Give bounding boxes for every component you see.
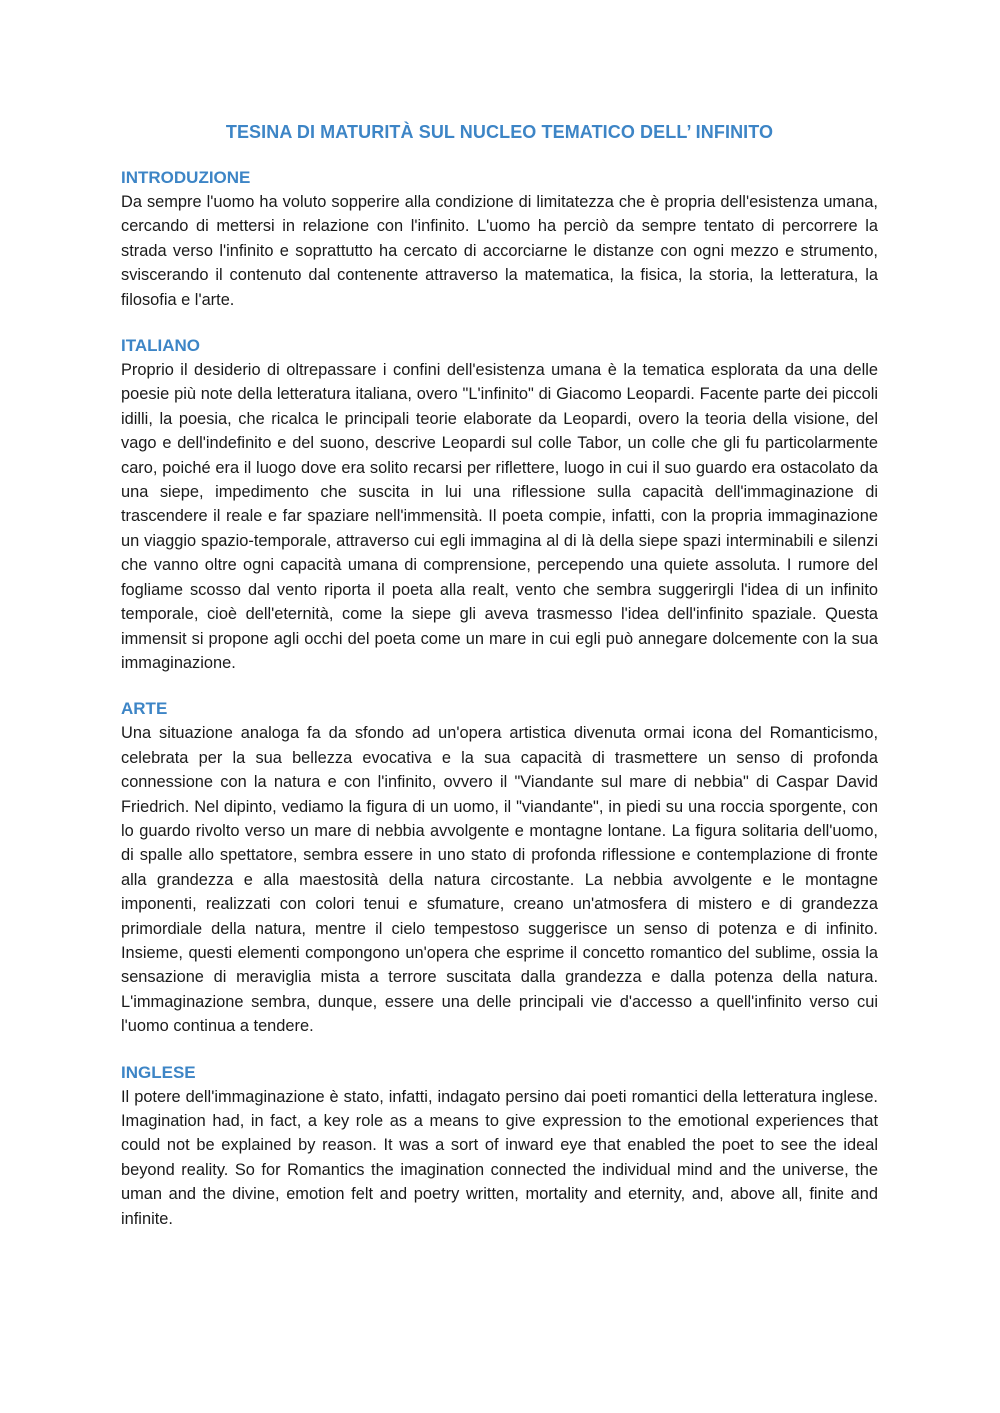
section-introduzione	[121, 166, 878, 312]
section-italiano	[121, 334, 878, 675]
section-arte	[121, 697, 878, 1038]
section-inglese	[121, 1061, 878, 1231]
section-heading: ARTE	[121, 699, 168, 719]
section-body: Una situazione analoga fa da sfondo ad un'opera artistica divenuta ormai icona del Romanticismo, celebrata per la sua bellezza evocativa e la sua capacità di trasmettere un senso di profonda connessione con la natura e con l'infinito, ovvero il "Viandante sul mare di nebbia" di Caspar David Friedrich. Nel dipinto, vediamo la figura di un uomo, il "viandante", in piedi su una roccia sporgente, con lo guardo rivolto verso un mare di nebbia avvolgente e montagne lontane. La figura solitaria dell'uomo, di spalle allo spettatore, sembra essere in uno stato di profonda riflessione e contemplazione di fronte alla grandezza e alla maestosità della natura circostante. La nebbia avvolgente e le montagne imponenti, realizzati con colori tenui e sfumature, creano un'atmosfera di mistero e di grandezza primordiale della natura, mentre il cielo tempestoso suggerisce un senso di potenza e di infinito. Insieme, questi elementi compongono un'opera che esprime il concetto romantico del sublime, ossia la sensazione di meraviglia mista a terrore suscitata dalla grandezza e dalla potenza della natura. L'immaginazione sembra, dunque, essere una delle principali vie d'accesso a quell'infinito verso cui l'uomo continua a tendere.	[121, 724, 878, 1036]
section-heading: INGLESE	[121, 1062, 196, 1082]
document-page	[121, 118, 878, 1231]
section-body: Proprio il desiderio di oltrepassare i confini dell'esistenza umana è la tematica esplorata da una delle poesie più note della letteratura italiana, overo "L'infinito" di Giacomo Leopardi. Facente parte dei piccoli idilli, la poesia, che ricalca le principali teorie elaborate da Leopardi, overo la teoria della visione, del vago e dell'indefinito e del suono, descrive Leopardi sul colle Tabor, un colle che gli fu particolarmente caro, poiché era il luogo dove era solito recarsi per riflettere, luogo in cui il suo guardo era ostacolato da una siepe, impedimento che suscita in lui una riflessione sulla capacità dell'immaginazione di trascendere il reale e far spaziare nell'immensità. Il poeta compie, infatti, con la propria immaginazione un viaggio spazio-temporale, attraverso cui egli immagina al di là della siepe spazi interminabili e silenzi che vanno oltre ogni capacità umana di comprensione, percependo una quiete assoluta. I rumore del fogliame scosso dal vento riporta il poeta alla realt, vento che sembra suggerirgli l'idea di un infinito temporale, cioè dell'eternità, come la siepe gli aveva trasmesso l'idea dell'infinito spaziale. Questa immensit si propone agli occhi del poeta come un mare in cui egli può annegare dolcemente con la sua immaginazione.	[121, 361, 878, 672]
section-heading: ITALIANO	[121, 336, 201, 356]
section-body: Il potere dell'immaginazione è stato, infatti, indagato persino dai poeti romantici della letteratura inglese. Imagination had, in fact, a key role as a means to give expression to the emotional experiences that could not be explained by reason. It was a sort of inward eye that enabled the poet to see the ideal beyond reality. So for Romantics the imagination connected the individual mind and the universe, the uman and the divine, emotion felt and poetry written, mortality and eternity, and, above all, finite and infinite.	[121, 1087, 878, 1228]
document-title: TESINA DI MATURITÀ SUL NUCLEO TEMATICO DELL’ INFINITO	[225, 122, 774, 142]
section-heading: INTRODUZIONE	[121, 168, 251, 187]
section-body: Da sempre l'uomo ha voluto sopperire alla condizione di limitatezza che è propria dell'esistenza umana, cercando di mettersi in relazione con l'infinito. L'uomo ha perciò da sempre tentato di percorrere la strada verso l'infinito e soprattutto ha cercato di accorciarne le distanze con ogni mezzo e strumento, sviscerando il contenuto dal contenente attraverso la matematica, la fisica, la storia, la letteratura, la filosofia e l'arte.	[121, 193, 878, 309]
